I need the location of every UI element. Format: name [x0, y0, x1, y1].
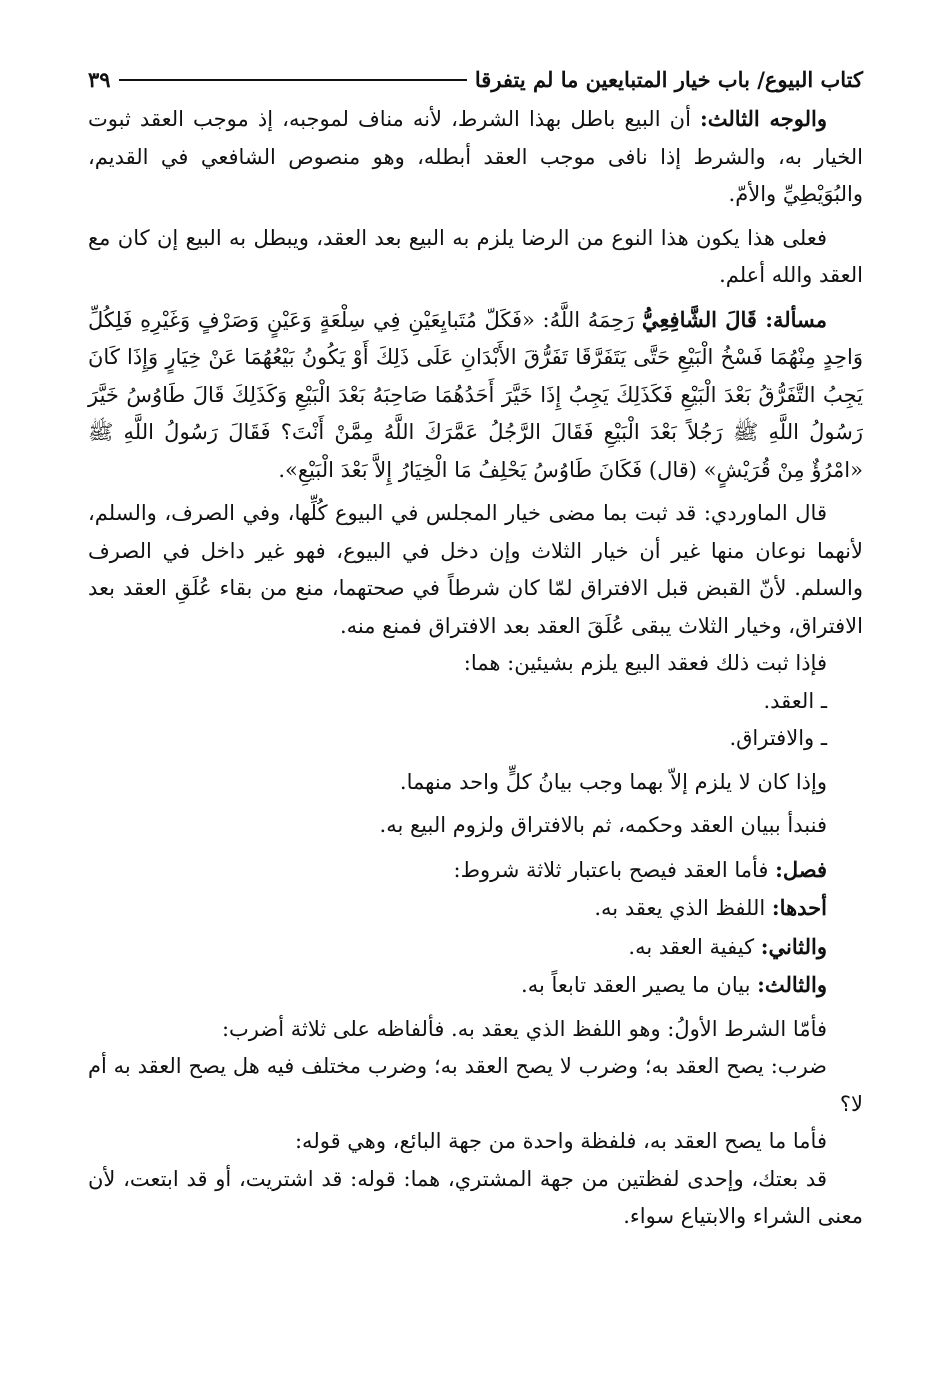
list-item-contract [88, 683, 863, 721]
paragraph-text: أن البيع باطل بهذا الشرط، لأنه مناف لموجبه، إذ موجب العقد ثبوت الخيار به، والشرط إذا نافى موجب العقد أبطله، وهو منصوص الشافعي في القديم، والبُوَيْطِيِّ والأمّ. [88, 107, 863, 206]
condition-label: أحدها: [771, 895, 827, 920]
paragraph-text: فعلى هذا يكون هذا النوع من الرضا يلزم به البيع بعد العقد، ويبطل به البيع إن كان مع العقد والله أعلم. [88, 225, 863, 287]
paragraph-valid-words [88, 1123, 863, 1161]
paragraph-first-condition [88, 1011, 863, 1049]
paragraph-two-things [88, 645, 863, 683]
paragraph-third-aspect [88, 100, 863, 214]
header-rule [119, 79, 467, 81]
paragraph-buyer-words [88, 1161, 863, 1236]
paragraph-fasl [88, 851, 863, 890]
list-item-separation [88, 720, 863, 758]
condition-third [88, 966, 863, 1005]
condition-text: كيفية العقد به. [628, 934, 761, 959]
list-item-text: ـ والافتراق. [729, 726, 827, 750]
page-number: ٣٩ [88, 67, 111, 93]
page-header [88, 60, 863, 100]
condition-label: والثاني: [760, 933, 827, 959]
paragraph-label: فصل: [775, 856, 827, 882]
running-title: كتاب البيوع/ باب خيار المتبايعين ما لم يتفرقا [474, 67, 863, 93]
list-item-text: ـ العقد. [763, 688, 827, 713]
paragraph-text: قد بعتك، وإحدى لفظتين من جهة المشتري، هما: قوله: قد اشتريت، أو قد ابتعت، لأن معنى الشراء والابتياع سواء. [88, 1166, 863, 1228]
paragraph-explanation [88, 764, 863, 802]
paragraph-text: فإذا ثبت ذلك فعقد البيع يلزم بشيئين: هما: [463, 651, 827, 675]
condition-text: بيان ما يصير العقد تابعاً به. [521, 973, 758, 997]
paragraph-types [88, 1048, 863, 1123]
paragraph-text: فنبدأ ببيان العقد وحكمه، ثم بالافتراق ولزوم البيع به. [379, 813, 827, 837]
condition-second [88, 928, 863, 967]
paragraph-text: فأما العقد فيصح باعتبار ثلاثة شروط: [453, 857, 776, 882]
paragraph-text: قال الماوردي: قد ثبت بما مضى خيار المجلس في البيوع كُلِّها، وفي الصرف، والسلم، لأنهما نوعان منها غير أن خيار الثلاث وإن دخل في البيوع، فهو غير داخل في الصرف والسلم. لأنّ القبض قبل الافتراق لمّا كان شرطاً في صحتهما، منع من بقاء عُلَقِ العقد بعد الافتراق، وخيار الثلاث يبقى عُلَقَ العقد بعد الافتراق فمنع منه. [88, 501, 863, 638]
paragraph-text: ضرب: يصح العقد به؛ وضرب لا يصح العقد به؛ وضرب مختلف فيه هل يصح العقد به أم لا؟ [88, 1054, 863, 1116]
paragraph-text: فأما ما يصح العقد به، فلفظة واحدة من جهة البائع، وهي قوله: [294, 1129, 827, 1153]
paragraph-text: وإذا كان لا يلزم إلاّ بهما وجب بيانُ كلٍّ واحد منهما. [399, 769, 827, 794]
paragraph-mawardi [88, 495, 863, 645]
condition-first [88, 889, 863, 928]
paragraph-label: مسألة: قَالَ الشَّافِعِيُّ [641, 306, 827, 332]
condition-label: والثالث: [757, 972, 827, 997]
paragraph-consequence [88, 220, 863, 295]
paragraph-text: فأمّا الشرط الأولُ: وهو اللفظ الذي يعقد به. فألفاظه على ثلاثة أضرب: [221, 1016, 827, 1041]
condition-text: اللفظ الذي يعقد به. [594, 896, 772, 920]
paragraph-start [88, 807, 863, 845]
document-page [88, 60, 863, 1236]
paragraph-masala [88, 301, 863, 490]
paragraph-text: رَحِمَهُ اللَّهُ: «فَكَلّ مُتَبايِعَيْنِ فِي سِلْعَةٍ وَعَيْنٍ وَصَرْفٍ وَغَيْرِهِ فَلِكُلِّ وَاحِدٍ مِنْهُمَا فَسْخُ الْبَيْعِ حَتَّى يَتَفَرَّقَا تَفَرُّقَ الأَبْدَانِ عَلَى ذَلِكَ أَوْ يَكُونُ بَيْعُهُمَا عَنْ خِيَارٍ وَإِذَا كَانَ يَجِبُ التَّفَرُّقُ بَعْدَ الْبَيْعِ فَكَذَلِكَ يَجِبُ إِذَا خَيَّرَ أَحَدُهُمَا صَاحِبَهُ بَعْدَ الْبَيْعِ وَكَذَلِكَ قَالَ طَاوُسُ خَيَّرَ رَسُولُ اللَّهِ ﷺ رَجُلاً بَعْدَ الْبَيْعِ فَقَالَ الرَّجُلُ عَمَّرَكَ اللَّهُ مِمَّنْ أَنْتَ؟ فَقَالَ رَسُولُ اللَّهِ ﷺ «امْرُؤٌ مِنْ قُرَيْشٍ» (قال) فَكَانَ طَاوُسُ يَحْلِفُ مَا الْخِيَارُ إِلاَّ بَعْدَ الْبَيْعِ». [88, 307, 863, 482]
paragraph-label: والوجه الثالث: [700, 106, 827, 131]
